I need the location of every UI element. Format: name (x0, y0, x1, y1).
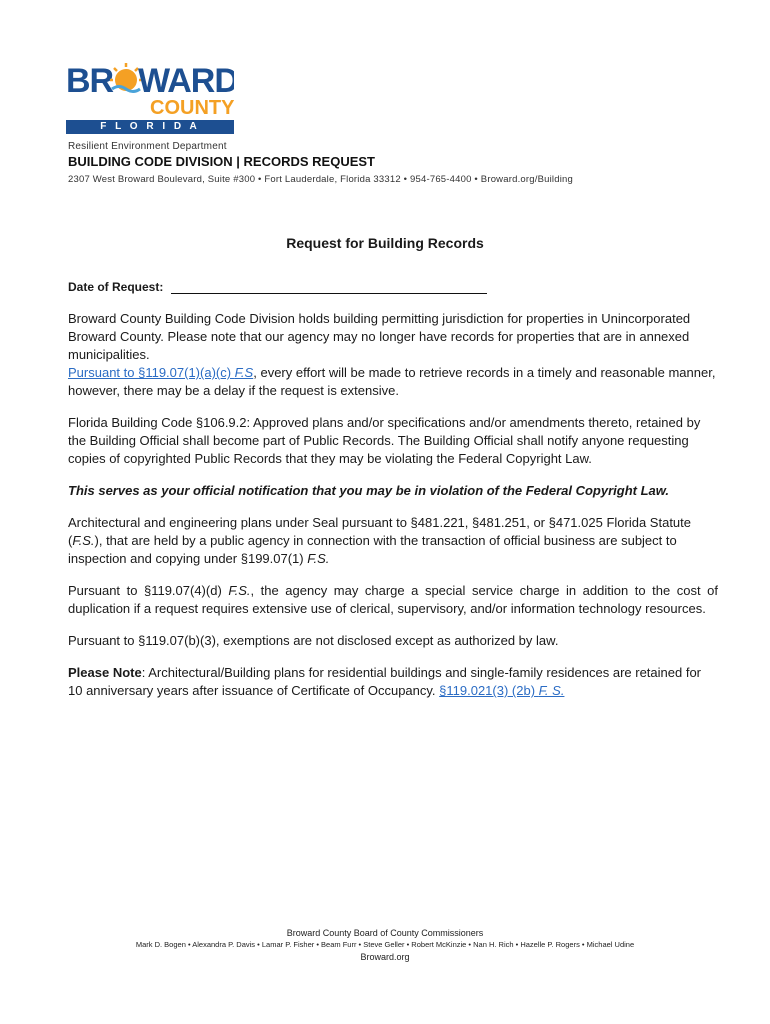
division-heading: BUILDING CODE DIVISION | RECORDS REQUEST (68, 154, 375, 169)
svg-text:BR: BR (66, 62, 114, 100)
please-note-label: Please Note (68, 665, 142, 680)
logo-state: F L O R I D A (100, 121, 200, 132)
copyright-notice: This serves as your official notification that you may be in violation of the Federal Copyright Law. (68, 483, 669, 498)
website-link[interactable]: Broward.org (360, 952, 410, 962)
footer (0, 927, 770, 963)
department-name: Resilient Environment Department (68, 141, 227, 152)
statute-link-119-07[interactable]: Pursuant to §119.07(1)(a)(c) F.S (68, 365, 254, 380)
board-name: Broward County Board of County Commissioners (286, 928, 484, 938)
statute-link-119-021[interactable]: §119.021(3) (2b) F. S. (439, 683, 565, 698)
jurisdiction-paragraph (68, 310, 718, 400)
commissioners-list: Mark D. Bogen • Alexandra P. Davis • Lamar P. Fisher • Beam Furr • Steve Geller • Robert McKinzie • Nan H. Rich • Hazelle P. Rogers • Michael Udine (135, 940, 635, 949)
exemptions-paragraph: Pursuant to §119.07(b)(3), exemptions are not disclosed except as authorized by law. (68, 633, 559, 648)
date-of-request-field[interactable] (171, 281, 487, 294)
svg-text:WARD: WARD (138, 62, 234, 100)
document-body (68, 310, 718, 714)
building-code-paragraph: Florida Building Code §106.9.2: Approved plans and/or specifications and/or amendments thereto, retained by the Building Official shall become part of Public Records. The Building Official shall notify anyone requesting copies of copyrighted Public Records that they may be violating the Federal Copyright Law. (68, 415, 701, 466)
date-of-request-row (68, 280, 487, 294)
service-charge-paragraph: Pursuant to §119.07(4)(d) F.S., the agency may charge a special service charge in addition to the cost of duplication if a request requires extensive use of clerical, supervisory, and/or information technology resources. (68, 583, 718, 616)
jurisdiction-text: Broward County Building Code Division holds building permitting jurisdiction for properties in Unincorporated Broward County. Please note that our agency may no longer have records for properties that are in annexed municipalities. (68, 311, 691, 362)
page-title: Request for Building Records (286, 235, 484, 251)
svg-text:COUNTY: COUNTY (150, 97, 234, 119)
office-address: 2307 West Broward Boulevard, Suite #300 • Fort Lauderdale, Florida 33312 • 954-765-4400 • Broward.org/Building (68, 174, 573, 185)
retention-note-paragraph: Please Note: Architectural/Building plans for residential buildings and single-family residences are retained for 10 anniversary years after issuance of Certificate of Occupancy. §119.021(3) (2b) F. S. (68, 665, 702, 698)
broward-county-logo (66, 58, 234, 136)
seal-plans-paragraph: Architectural and engineering plans under Seal pursuant to §481.221, §481.251, or §471.025 Florida Statute (F.S.), that are held by a public agency in connection with the transaction of official business are subject to inspection and copying under §199.07(1) F.S. (68, 515, 691, 566)
retrieval-text: , every effort will be made to retrieve records in a timely and reasonable manner, however, there may be a delay if the request is extensive. (68, 365, 716, 398)
date-of-request-label: Date of Request: (68, 280, 164, 294)
